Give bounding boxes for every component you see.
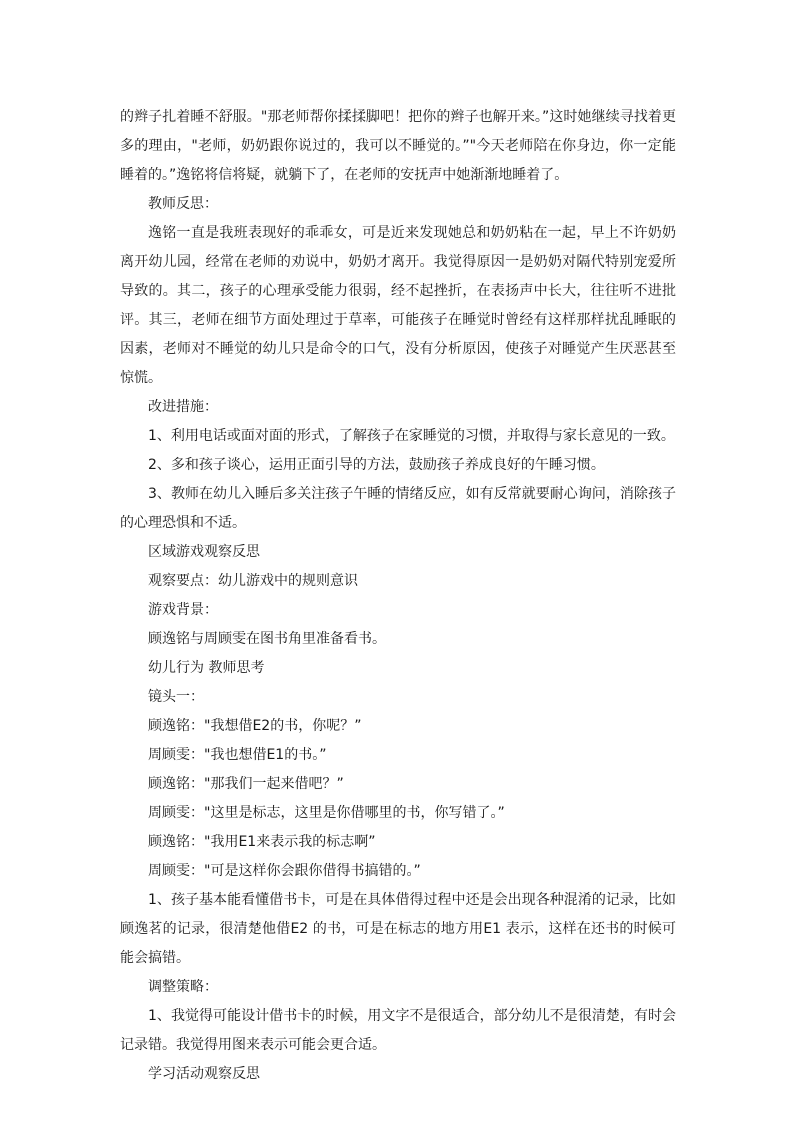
teacher-thought-1: 1、孩子基本能看懂借书卡，可是在具体借得过程中还是会出现各种混淆的记录，比如顾逸茗的记录，很清楚他借E2 的书，可是在标志的地方用E1 表示，这样在还书的时候可能会搞错。 — [120, 892, 676, 966]
observation-focus: 观察要点：幼儿游戏中的规则意识 — [148, 573, 358, 589]
heading-area-game-observation: 区域游戏观察反思 — [148, 544, 260, 560]
column-headers: 幼儿行为 教师思考 — [148, 660, 265, 676]
dialogue-line: 周顾雯："这里是标志，这里是你借哪里的书，你写错了。” — [148, 805, 505, 821]
heading-adjustment-strategy: 调整策略： — [148, 979, 218, 995]
heading-learning-activity-observation: 学习活动观察反思 — [148, 1066, 260, 1082]
paragraph-nap-story-end: 的辫子扎着睡不舒服。"那老师帮你揉揉脚吧！把你的辫子也解开来。”这时她继续寻找着更多的理由，"老师，奶奶跟你说过的，我可以不睡觉的。”"今天老师陪在你身边，你一定能睡着的。”逸铭将信将疑，就躺下了，在老师的安抚声中她渐渐地睡着了。 — [120, 109, 676, 183]
document-body — [120, 103, 676, 1089]
dialogue-line: 顾逸铭："我想借E2的书，你呢？” — [148, 718, 362, 734]
heading-improvement-measures: 改进措施： — [148, 399, 218, 415]
paragraph-reflection-body: 逸铭一直是我班表现好的乖乖女，可是近来发现她总和奶奶粘在一起，早上不许奶奶离开幼儿园，经常在老师的劝说中，奶奶才离开。我觉得原因一是奶奶对隔代特别宠爱所导致的。其二，孩子的心理承受能力很弱，经不起挫折，在表扬声中长大，往往听不进批评。其三，老师在细节方面处理过于草率，可能孩子在睡觉时曾经有这样那样扰乱睡眠的因素，老师对不睡觉的幼儿只是命令的口气，没有分析原因，使孩子对睡觉产生厌恶甚至惊慌。 — [120, 225, 676, 386]
heading-teacher-reflection: 教师反思： — [148, 196, 218, 212]
measure-item-1: 1、利用电话或面对面的形式，了解孩子在家睡觉的习惯，并取得与家长意见的一致。 — [148, 428, 675, 444]
game-background-text: 顾逸铭与周顾雯在图书角里准备看书。 — [148, 631, 386, 647]
dialogue-line: 顾逸铭："我用E1来表示我的标志啊” — [148, 834, 376, 850]
dialogue-line: 周顾雯："可是这样你会跟你借得书搞错的。” — [148, 863, 421, 879]
scene-one-label: 镜头一： — [148, 689, 204, 705]
measure-item-2: 2、多和孩子谈心，运用正面引导的方法，鼓励孩子养成良好的午睡习惯。 — [148, 457, 605, 473]
heading-game-background: 游戏背景： — [148, 602, 218, 618]
strategy-item-1: 1、我觉得可能设计借书卡的时候，用文字不是很适合，部分幼儿不是很清楚，有时会记录错。我觉得用图来表示可能会更合适。 — [120, 1008, 676, 1053]
measure-item-3: 3、教师在幼儿入睡后多关注孩子午睡的情绪反应，如有反常就要耐心询问，消除孩子的心理恐惧和不适。 — [120, 486, 676, 531]
dialogue-line: 顾逸铭："那我们一起来借吧？” — [148, 776, 344, 792]
dialogue-line: 周顾雯："我也想借E1的书。” — [148, 747, 327, 763]
